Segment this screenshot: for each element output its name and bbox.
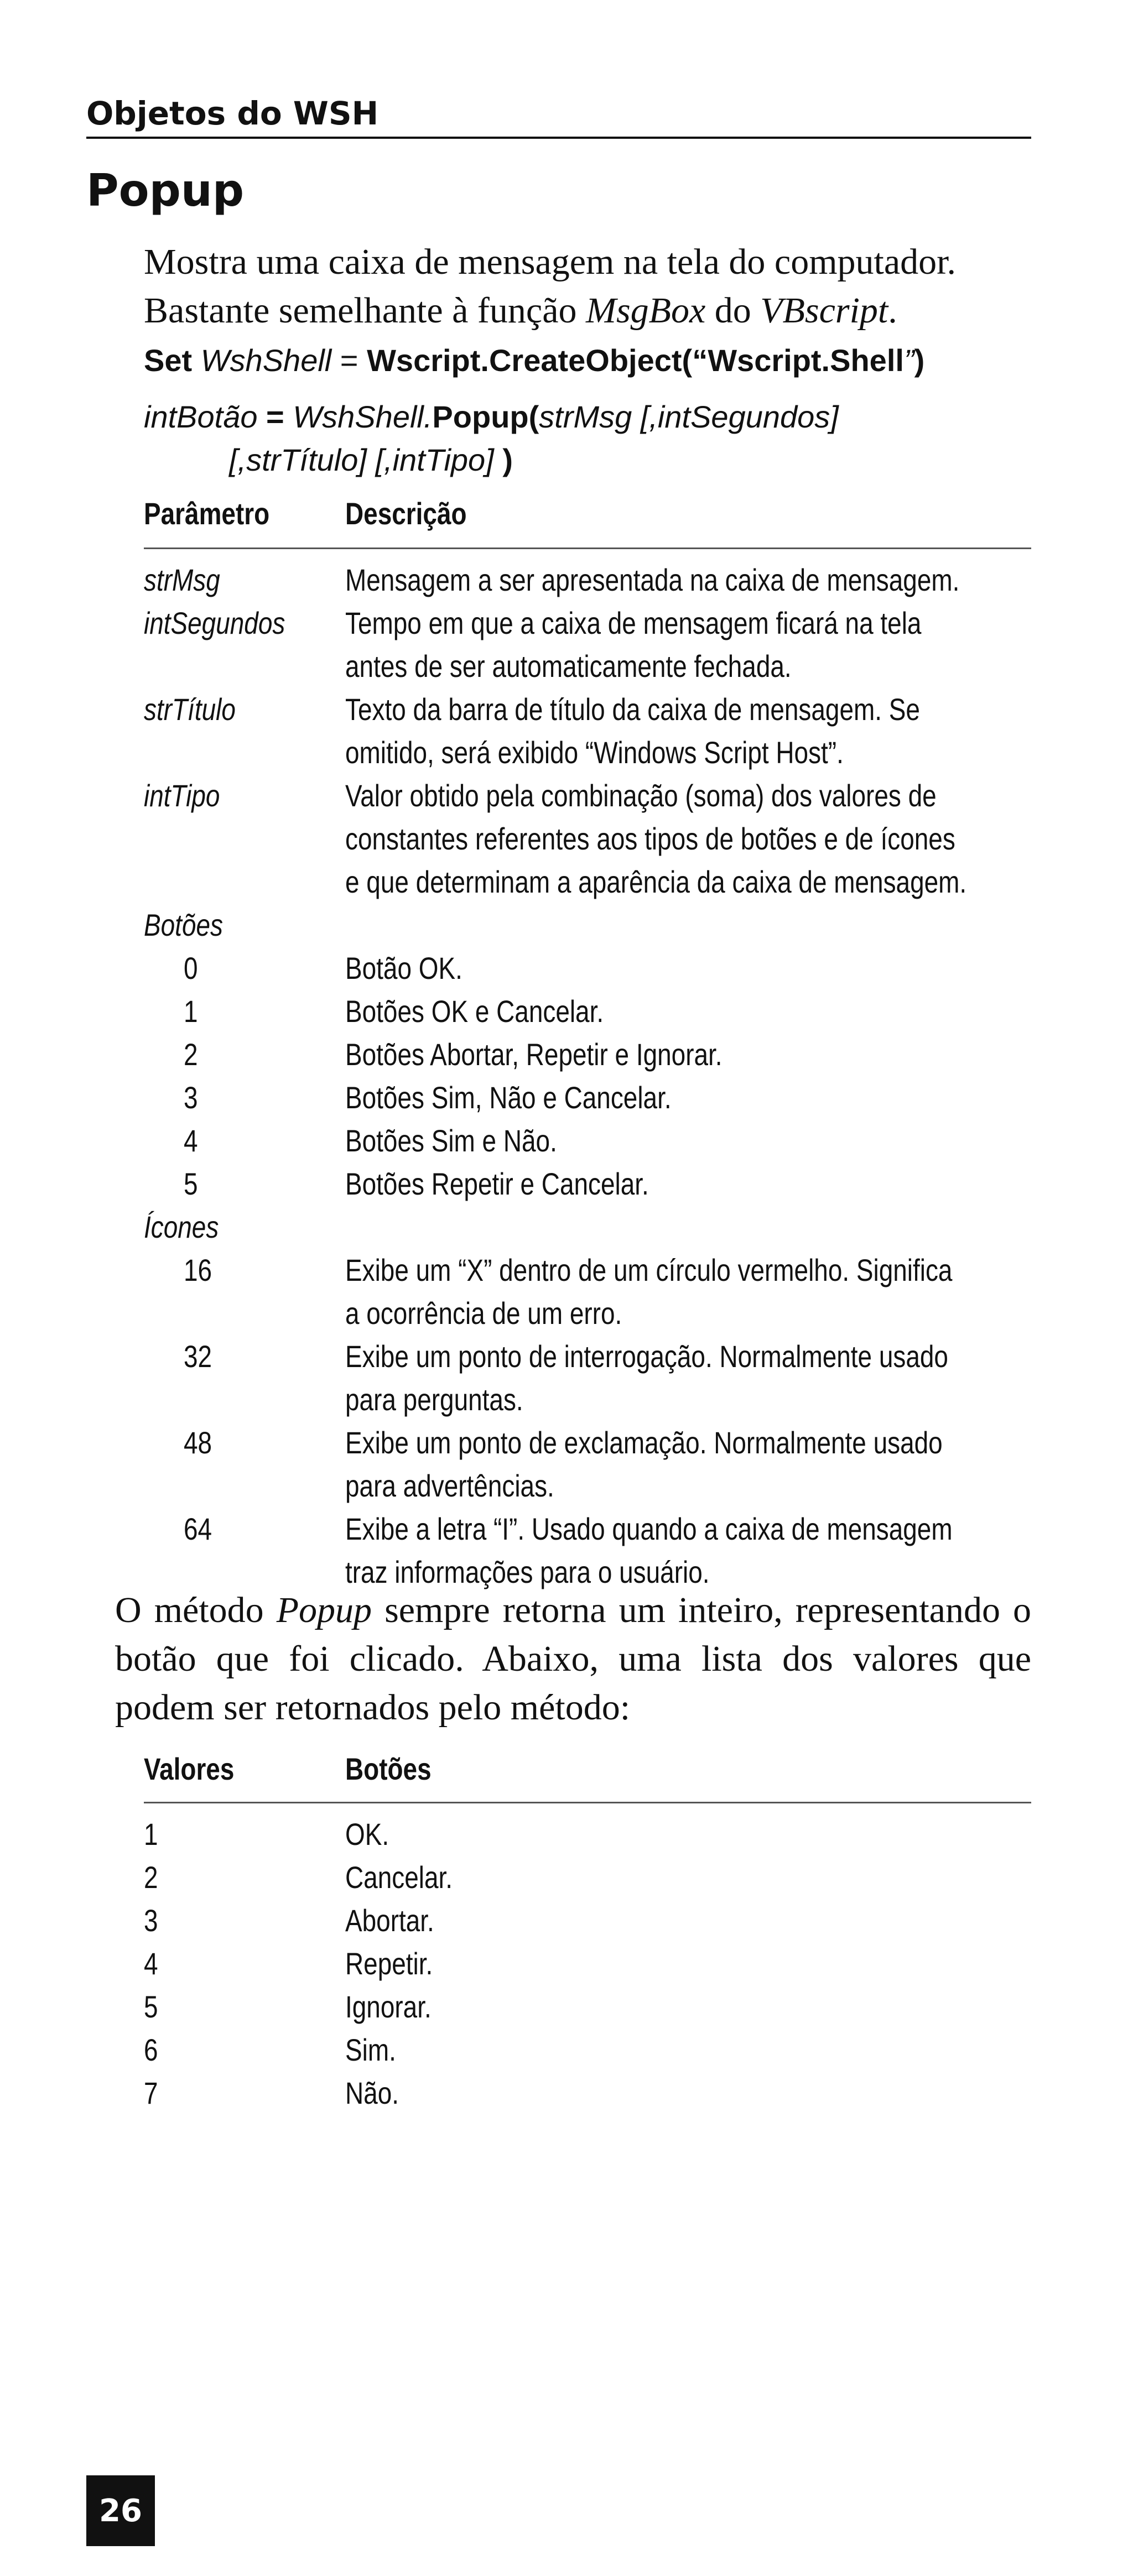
return-value	[144, 1813, 161, 1856]
outro-text: sempre retorna um inteiro, representando o botão que foi clicado. Abaixo, uma lista dos valores que podem ser retornados pelo método:	[115, 1590, 1031, 1728]
return-row	[144, 2029, 1031, 2072]
param-desc	[345, 559, 1031, 602]
param-desc	[345, 774, 1031, 904]
col-values	[144, 1748, 254, 1791]
return-value	[144, 1942, 161, 1985]
desc-line: para advertências.	[345, 1468, 554, 1503]
return-value-text: 6	[144, 2032, 158, 2067]
type-code	[184, 1249, 218, 1292]
icon-type-row	[144, 1508, 1031, 1594]
return-value-text: 7	[144, 2076, 158, 2110]
col-description	[345, 492, 493, 535]
type-code-text: 1	[184, 994, 198, 1029]
return-value-text: 5	[144, 1989, 158, 2024]
group-label-buttons	[144, 904, 1031, 947]
desc-line: Texto da barra de título da caixa de mensagem. Se	[345, 692, 920, 727]
running-head: Objetos do WSH	[86, 91, 1031, 139]
type-code-text: 48	[184, 1425, 212, 1460]
type-code	[184, 1508, 218, 1551]
param-desc	[345, 602, 1031, 688]
code-object: WshShell.	[293, 399, 433, 434]
type-code-text: 16	[184, 1253, 212, 1287]
desc-line: Exibe um ponto de interrogação. Normalmente usado	[345, 1339, 948, 1374]
return-table-body	[144, 1813, 1031, 2115]
desc-line: a ocorrência de um erro.	[345, 1296, 622, 1331]
desc-line: antes de ser automaticamente fechada.	[345, 649, 792, 684]
type-code-text: 64	[184, 1511, 212, 1546]
type-code	[184, 1335, 218, 1378]
return-value	[144, 2072, 161, 2115]
desc-line: constantes referentes aos tipos de botões e de ícones	[345, 821, 955, 856]
type-code-text: 4	[184, 1123, 198, 1158]
return-row	[144, 1899, 1031, 1942]
button-type-row	[144, 1076, 1031, 1119]
return-table-header	[144, 1748, 1031, 1803]
param-key	[144, 602, 316, 645]
param-key-text: strTítulo	[144, 692, 236, 727]
return-button: Não.	[345, 2076, 399, 2110]
code-variable: WshShell	[200, 343, 332, 378]
return-value	[144, 1899, 161, 1942]
col-description-label: Descrição	[345, 496, 467, 531]
param-row	[144, 688, 1031, 774]
return-value	[144, 1985, 161, 2029]
desc-line: traz informações para o usuário.	[345, 1555, 710, 1589]
param-key	[144, 774, 237, 817]
outro-text: O método	[115, 1590, 277, 1630]
type-code	[184, 1076, 201, 1119]
param-key	[144, 559, 237, 602]
popup-term: Popup	[276, 1590, 372, 1630]
return-value-text: 1	[144, 1817, 158, 1852]
intro-text: do	[705, 290, 761, 331]
col-parameter-label: Parâmetro	[144, 496, 270, 531]
type-code	[184, 990, 201, 1033]
param-row	[144, 602, 1031, 688]
param-desc	[345, 688, 1031, 774]
type-code	[184, 1162, 201, 1206]
return-value-text: 4	[144, 1946, 158, 1981]
type-code	[184, 1119, 201, 1162]
intro-text: .	[888, 290, 897, 331]
desc-line: Mensagem a ser apresentada na caixa de mensagem.	[345, 562, 960, 597]
desc-line: Botões Abortar, Repetir e Ignorar.	[345, 1037, 723, 1072]
code-line-1	[144, 399, 839, 434]
col-buttons	[345, 1748, 450, 1791]
param-row	[144, 559, 1031, 602]
param-key-text: strMsg	[144, 562, 220, 597]
type-code-text: 32	[184, 1339, 212, 1374]
code-variable: intBotão	[144, 399, 258, 434]
vbscript-term: VBscript	[760, 290, 888, 331]
msgbox-term: MsgBox	[586, 290, 706, 331]
code-operator: =	[331, 343, 367, 378]
return-button: Sim.	[345, 2032, 396, 2067]
code-call: Wscript.CreateObject(“Wscript.Shell	[367, 343, 904, 378]
param-key	[144, 688, 256, 731]
param-row	[144, 774, 1031, 904]
type-code	[184, 947, 201, 990]
desc-line: Exibe um “X” dentro de um círculo vermelho. Significa	[345, 1253, 953, 1287]
return-value	[144, 2029, 161, 2072]
type-code-text: 3	[184, 1080, 198, 1115]
code-args: [,strTítulo] [,intTipo]	[229, 442, 494, 477]
param-table-body	[144, 559, 1031, 1594]
intro-text: Bastante semelhante à função	[144, 290, 586, 331]
col-buttons-label: Botões	[345, 1751, 432, 1786]
desc-line: Botões Repetir e Cancelar.	[345, 1166, 649, 1201]
desc-line: omitido, será exibido “Windows Script Host”.	[345, 735, 844, 770]
desc-line: Botão OK.	[345, 951, 462, 985]
code-paren: )	[493, 442, 513, 477]
param-key-text: intTipo	[144, 778, 220, 813]
icon-type-row	[144, 1421, 1031, 1508]
group-label-text: Ícones	[144, 1209, 219, 1244]
intro-line-1: Mostra uma caixa de mensagem na tela do computador.	[144, 242, 957, 282]
intro-line-2	[144, 290, 897, 331]
page-number: 26	[86, 2475, 155, 2546]
button-type-row	[144, 1033, 1031, 1076]
col-values-label: Valores	[144, 1751, 235, 1786]
outro-paragraph	[115, 1586, 1031, 1732]
desc-line: para perguntas.	[345, 1382, 523, 1417]
return-row	[144, 1856, 1031, 1899]
icon-type-row	[144, 1249, 1031, 1335]
desc-line: Tempo em que a caixa de mensagem ficará na tela	[345, 606, 922, 640]
param-table-header	[144, 492, 1031, 549]
code-popup-syntax	[144, 395, 1031, 482]
param-key-text: intSegundos	[144, 606, 285, 640]
type-code-text: 2	[184, 1037, 198, 1072]
code-paren: )	[914, 343, 925, 378]
code-line-2	[144, 439, 1031, 482]
return-button: Cancelar.	[345, 1860, 453, 1895]
group-label-icons	[144, 1206, 1031, 1249]
desc-line: Valor obtido pela combinação (soma) dos valores de	[345, 778, 937, 813]
desc-line: Exibe um ponto de exclamação. Normalmente usado	[345, 1425, 943, 1460]
code-method: Popup(	[432, 399, 539, 434]
return-value-text: 2	[144, 1860, 158, 1895]
return-value-text: 3	[144, 1903, 158, 1938]
type-code-text: 0	[184, 951, 198, 985]
button-type-row	[144, 1119, 1031, 1162]
group-label-text: Botões	[144, 908, 223, 942]
code-args: strMsg [,intSegundos]	[539, 399, 839, 434]
code-operator: =	[257, 399, 293, 434]
button-type-row	[144, 990, 1031, 1033]
type-code	[184, 1421, 218, 1464]
type-code	[184, 1033, 201, 1076]
code-keyword: Set	[144, 343, 201, 378]
desc-line: Botões Sim, Não e Cancelar.	[345, 1080, 672, 1115]
col-parameter	[144, 492, 297, 535]
code-set-statement	[144, 338, 924, 383]
return-button: Ignorar.	[345, 1989, 432, 2024]
return-row	[144, 1813, 1031, 1856]
desc-line: e que determinam a aparência da caixa de mensagem.	[345, 864, 967, 899]
button-type-row	[144, 1162, 1031, 1206]
button-type-row	[144, 947, 1031, 990]
type-code-text: 5	[184, 1166, 198, 1201]
return-button: Repetir.	[345, 1946, 433, 1981]
return-row	[144, 1942, 1031, 1985]
return-value	[144, 1856, 161, 1899]
return-button: Abortar.	[345, 1903, 434, 1938]
return-row	[144, 2072, 1031, 2115]
section-title: Popup	[86, 165, 245, 216]
icon-type-row	[144, 1335, 1031, 1421]
return-button: OK.	[345, 1817, 389, 1852]
code-quote: ”	[903, 343, 914, 378]
intro-paragraph	[144, 238, 1031, 335]
return-row	[144, 1985, 1031, 2029]
desc-line: Botões OK e Cancelar.	[345, 994, 604, 1029]
desc-line: Botões Sim e Não.	[345, 1123, 557, 1158]
desc-line: Exibe a letra “I”. Usado quando a caixa de mensagem	[345, 1511, 953, 1546]
